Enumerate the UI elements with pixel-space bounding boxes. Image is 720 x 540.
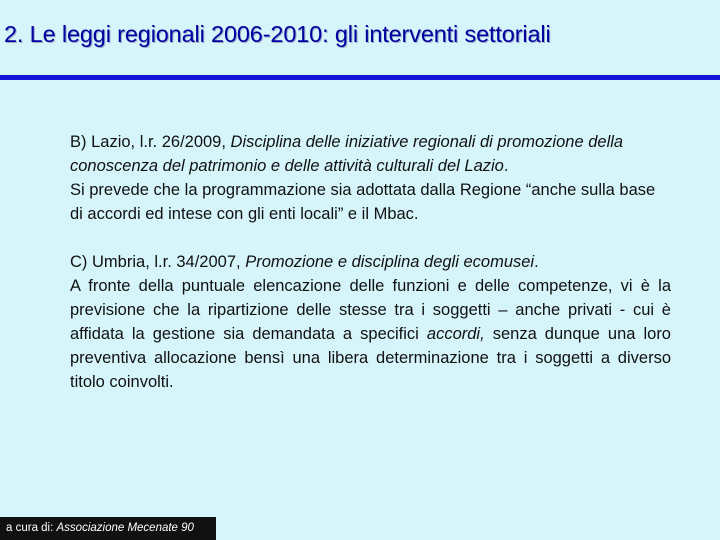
section-b-letter: B)	[70, 133, 87, 151]
section-b-law: , l.r. 26/2009,	[130, 133, 231, 151]
section-c-text	[70, 274, 671, 394]
section-c-law: , l.r. 34/2007,	[145, 253, 246, 271]
section-c-letter: C)	[70, 253, 88, 271]
slide-title: 2. Le leggi regionali 2006-2010: gli interventi settoriali	[4, 21, 551, 47]
footer-org: Associazione Mecenate 90	[56, 522, 194, 534]
section-c-law-title: Promozione e disciplina degli ecomusei	[245, 253, 535, 271]
section-b-region: Lazio	[91, 133, 131, 151]
slide-body	[70, 130, 671, 394]
section-b-law-title: Disciplina delle iniziative regionali di promozione della conoscenza del patrimonio e delle attività culturali del Lazio	[70, 133, 624, 175]
section-c-region: Umbria	[92, 253, 146, 271]
footer-prefix: a cura di:	[6, 522, 57, 534]
section-c-heading	[70, 250, 671, 274]
section-b-heading	[70, 130, 671, 178]
section-b-text: Si prevede che la programmazione sia adottata dalla Regione “anche sulla base di accordi ed intese con gli enti locali” e il Mbac.	[70, 181, 656, 223]
paragraph-spacer	[70, 226, 671, 250]
section-c-text-a: A fronte della puntuale elencazione delle funzioni e delle competenze, vi è la previsione che la ripartizione delle stesse tra i soggetti – anche privati - cui è affidata la gestione sia demandata a specifici	[70, 277, 671, 343]
section-c-text-b: senza dunque una loro preventiva allocazione bensì una libera determinazione tra i soggetti a diverso titolo coinvolti.	[70, 325, 671, 391]
title-divider	[0, 75, 720, 80]
section-c-text-em: accordi,	[426, 325, 485, 343]
section-c-law-end: .	[534, 253, 539, 271]
footer-credit	[0, 517, 216, 540]
section-b-law-end: .	[503, 157, 509, 175]
